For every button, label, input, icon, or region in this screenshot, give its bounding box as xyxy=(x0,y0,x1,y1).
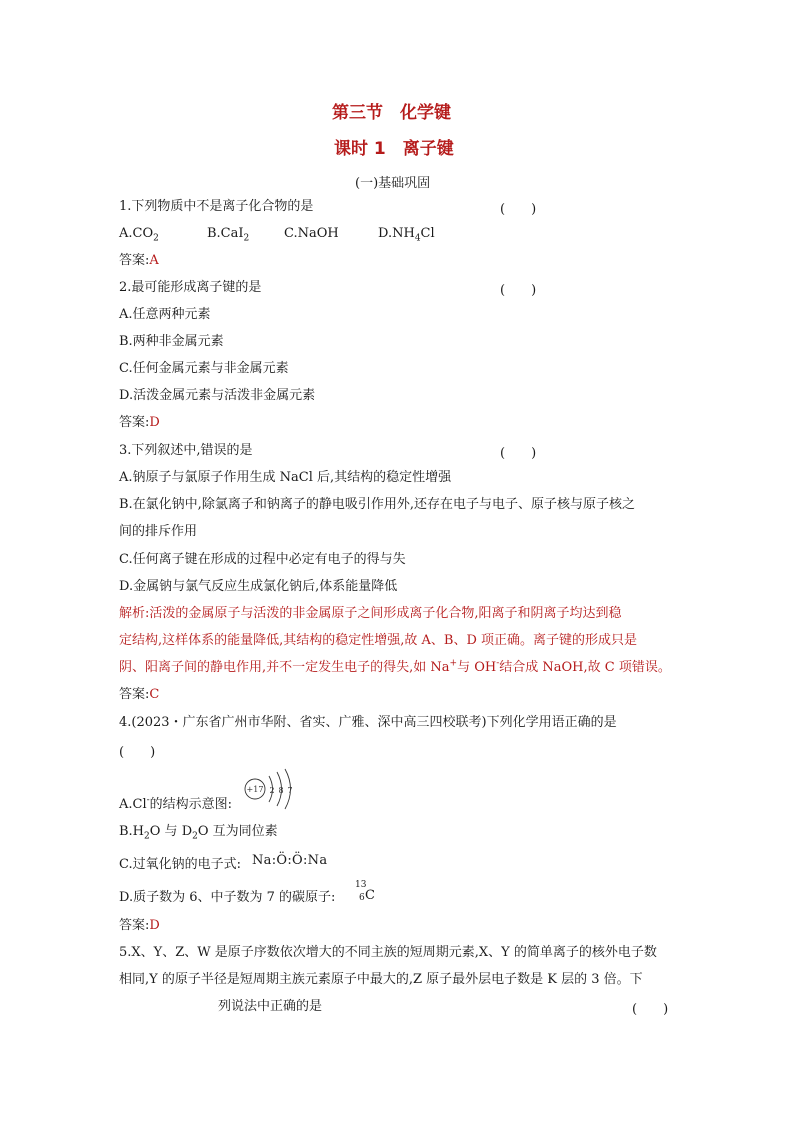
question-4-option-b: $B.H_2O$ 与 $D_2O$ 互为同位素 xyxy=(119,824,278,842)
option-d: $D.NH_4Cl$ xyxy=(378,226,435,244)
question-4-option-d: D.质子数为 6、中子数为 7 的碳原子: xyxy=(119,890,336,905)
question-5-answer-slot: ( ) xyxy=(632,1002,669,1017)
question-1-answer: 答案:A xyxy=(119,253,159,268)
question-2-stem: 2.最可能形成离子键的是 xyxy=(119,280,262,295)
question-3-analysis-line2: 定结构,这样体系的能量降低,其结构的稳定性增强,故 A、B、D 项正确。离子键的形成只是 xyxy=(119,633,638,648)
shell-electrons-1: 2 xyxy=(269,786,275,795)
question-2-option-a: A.任意两种元素 xyxy=(119,307,211,322)
chloride-structure-diagram xyxy=(242,768,304,810)
question-3-analysis-line3: 阴、阳离子间的静电作用,并不一定发生电子的得失,如 Na+与 OH-结合成 NaOH,故 C 项错误。 xyxy=(119,658,671,675)
option-a: $A.CO_2$ xyxy=(119,226,159,244)
question-3-option-a: A.钠原子与氯原子作用生成 NaCl 后,其结构的稳定性增强 xyxy=(119,470,452,485)
option-c: C.NaOH xyxy=(284,226,339,241)
question-4-stem: 4.(2023・广东省广州市华附、省实、广雅、深中高三四校联考)下列化学用语正确的是 xyxy=(119,715,617,730)
question-3-analysis-line1: 解析:活泼的金属原子与活泼的非金属原子之间形成离子化合物,阳离子和阴离子均达到稳 xyxy=(119,606,622,621)
shell-electrons-2: 8 xyxy=(278,786,284,795)
question-3-option-d: D.金属钠与氯气反应生成氯化钠后,体系能量降低 xyxy=(119,579,398,594)
question-5-line1: 5.X、Y、Z、W 是原子序数依次增大的不同主族的短周期元素,X、Y 的简单离子的核外电子数 xyxy=(119,945,657,960)
question-3-stem: 3.下列叙述中,错误的是 xyxy=(119,443,253,458)
shell-electrons-3: 7 xyxy=(287,786,293,795)
section-heading: (一)基础巩固 xyxy=(355,176,431,191)
page-title: 第三节 化学键 xyxy=(332,103,451,123)
question-2-option-c: C.任何金属元素与非金属元素 xyxy=(119,361,289,376)
question-2-answer-slot: ( ) xyxy=(500,283,537,298)
question-4-answer: 答案:D xyxy=(119,918,160,933)
question-5-line2: 相同,Y 的原子半径是短周期主族元素原子中最大的,Z 原子最外层电子数是 K 层的 3 倍。下 xyxy=(119,972,643,987)
question-4-option-c: C.过氧化钠的电子式: xyxy=(119,857,241,872)
question-2-option-d: D.活泼金属元素与活泼非金属元素 xyxy=(119,388,316,403)
option-b: B.CaI$_2$ xyxy=(207,226,250,244)
question-2-answer: 答案:D xyxy=(119,415,160,430)
carbon-13-nuclide: 13 6 C xyxy=(355,880,375,903)
question-2-option-b: B.两种非金属元素 xyxy=(119,334,224,349)
question-3-option-b-line2: 间的排斥作用 xyxy=(119,524,198,539)
question-1-answer-slot: ( ) xyxy=(500,202,537,217)
question-5-line3: 列说法中正确的是 xyxy=(218,999,323,1014)
question-3-option-b-line1: B.在氯化钠中,除氯离子和钠离子的静电吸引作用外,还存在电子与电子、原子核与原子核之 xyxy=(119,497,635,512)
question-4-option-a: A.Cl-的结构示意图: xyxy=(119,795,233,812)
question-3-answer: 答案:C xyxy=(119,687,160,702)
nucleus-charge: +17 xyxy=(246,785,264,794)
question-1-stem: 1.下列物质中不是离子化合物的是 xyxy=(119,199,314,214)
question-4-answer-slot: ( ) xyxy=(119,745,156,760)
lesson-subtitle: 课时 1 离子键 xyxy=(334,139,454,159)
question-3-answer-slot: ( ) xyxy=(500,446,537,461)
question-3-option-c: C.任何离子键在形成的过程中必定有电子的得与失 xyxy=(119,552,406,567)
question-1-options xyxy=(119,225,439,243)
sodium-peroxide-electron-formula: Na:Ö:Ö:Na xyxy=(252,853,328,868)
